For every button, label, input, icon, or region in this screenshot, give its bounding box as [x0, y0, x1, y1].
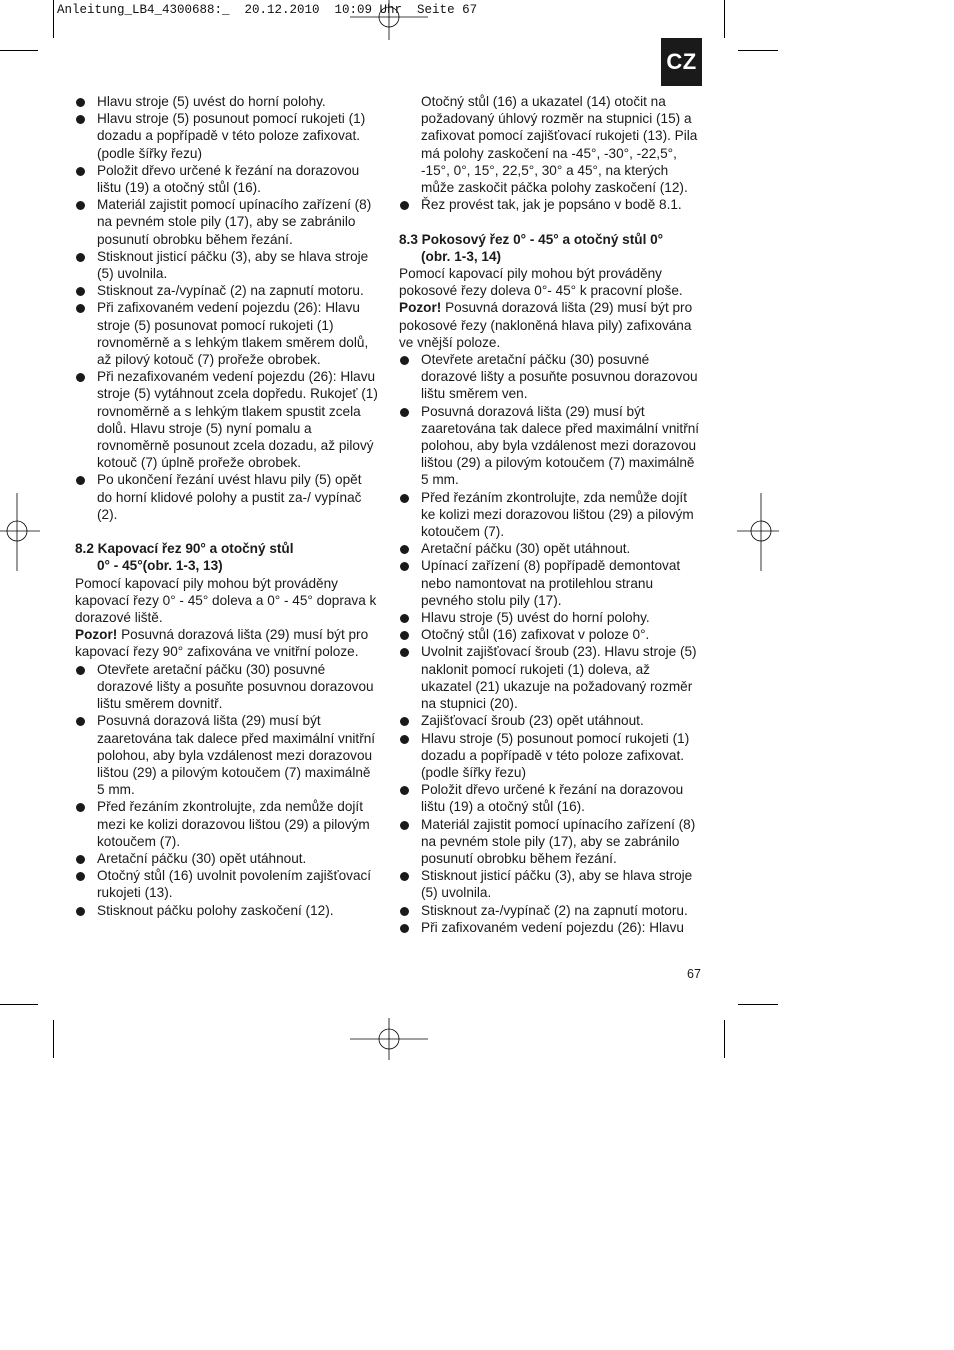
- list-item: Po ukončení řezání uvést hlavu pily (5) opět do horní klidové polohy a pustit za-/ vypínač (2).: [75, 471, 380, 523]
- registration-mark-left: [0, 493, 40, 571]
- list-item: Při nezafixovaném vedení pojezdu (26): Hlavu stroje (5) vytáhnout zcela dopředu. Rukojeť (1) rovnoměrně a s lehkým tlakem spustit zcela dolů. Hlavu stroje (5) nyní pomalu a rovnoměrně posunout zcela dozadu, až pilový kotouč (7) úplně prořeže obrobek.: [75, 368, 380, 471]
- list-item: Před řezáním zkontrolujte, zda nemůže dojít ke kolizi mezi dorazovou lištou (29) a pilovým kotoučem (7).: [399, 489, 704, 541]
- crop-mark: [738, 50, 778, 51]
- registration-mark-top: [350, 0, 428, 40]
- left-column: [75, 93, 380, 919]
- crop-mark: [724, 0, 725, 38]
- section-heading-8-3: 8.3 Pokosový řez 0° - 45° a otočný stůl 0°: [399, 231, 664, 247]
- list-item: Uvolnit zajišťovací šroub (23). Hlavu stroje (5) naklonit pomocí rukojeti (1) doleva, až ukazatel (21) ukazuje na požadovaný rozměr na stupnici (20).: [399, 643, 704, 712]
- list-item: Stisknout za-/vypínač (2) na zapnutí motoru.: [399, 902, 704, 919]
- list-item: Materiál zajistit pomocí upínacího zařízení (8) na pevném stole pily (17), aby se zabránilo posunutí obrobku během řezání.: [75, 196, 380, 248]
- list-item: Otočný stůl (16) uvolnit povolením zajišťovací rukojeti (13).: [75, 867, 380, 901]
- list-item: Hlavu stroje (5) posunout pomocí rukojeti (1) dozadu a popřípadě v této poloze zafixovat. (podle šířky řezu): [399, 730, 704, 782]
- warning-paragraph: [75, 626, 380, 660]
- list-item: Hlavu stroje (5) posunout pomocí rukojeti (1) dozadu a popřípadě v této poloze zafixovat. (podle šířky řezu): [75, 110, 380, 162]
- list-item: Hlavu stroje (5) uvést do horní polohy.: [75, 93, 380, 110]
- list-item: Upínací zařízení (8) popřípadě demontovat nebo namontovat na protilehlou stranu pevného stolu pily (17).: [399, 557, 704, 609]
- warning-paragraph: [399, 299, 704, 351]
- crop-mark: [53, 0, 54, 38]
- list-item: Otevřete aretační páčku (30) posuvné dorazové lišty a posuňte posuvnou dorazovou lištu směrem dovnitř.: [75, 661, 380, 713]
- list-item: Stisknout jisticí páčku (3), aby se hlava stroje (5) uvolnila.: [75, 248, 380, 282]
- warning-text: Posuvná dorazová lišta (29) musí být pro kapovací řezy 90° zafixována ve vnitřní poloze.: [75, 627, 369, 660]
- print-slug: Anleitung_LB4_4300688:_ 20.12.2010 10:09 Uhr Seite 67: [57, 3, 478, 17]
- crop-mark: [53, 1020, 54, 1058]
- list-item: Hlavu stroje (5) uvést do horní polohy.: [399, 609, 704, 626]
- warning-label: Pozor!: [75, 627, 118, 643]
- list-item: Před řezáním zkontrolujte, zda nemůže dojít mezi ke kolizi dorazovou lištou (29) a pilovým kotoučem (7).: [75, 798, 380, 850]
- list-item-continuation: Otočný stůl (16) a ukazatel (14) otočit na požadovaný úhlový rozměr na stupnici (15) a zafixovat pomocí zajišťovací rukojeti (13). Pila má polohy zaskočení na -45°, -30°, -22,5°, -15°, 0°, 15°, 22,5°, 30° a 45°, na kterých může zaskočit páčka polohy zaskočení (12).: [421, 94, 698, 196]
- page-number: 67: [687, 967, 701, 981]
- section-heading-8-2: 8.2 Kapovací řez 90° a otočný stůl: [75, 541, 294, 557]
- registration-mark-right: [737, 493, 779, 571]
- language-badge: CZ: [661, 38, 702, 86]
- list-item: Stisknout za-/vypínač (2) na zapnutí motoru.: [75, 282, 380, 299]
- list-item: Aretační páčku (30) opět utáhnout.: [75, 850, 380, 867]
- list-item: Otevřete aretační páčku (30) posuvné dorazové lišty a posuňte posuvnou dorazovou lištu směrem ven.: [399, 351, 704, 403]
- right-column: [399, 93, 704, 936]
- crop-mark: [0, 1004, 38, 1005]
- list-item: Aretační páčku (30) opět utáhnout.: [399, 540, 704, 557]
- crop-mark: [0, 50, 38, 51]
- crop-mark: [724, 1020, 725, 1058]
- list-item: Řez provést tak, jak je popsáno v bodě 8.1.: [399, 196, 704, 213]
- section-heading-8-2-sub: 0° - 45°(obr. 1-3, 13): [97, 558, 223, 574]
- list-item: Položit dřevo určené k řezání na dorazovou lištu (19) a otočný stůl (16).: [399, 781, 704, 815]
- warning-text: Posuvná dorazová lišta (29) musí být pro pokosové řezy (nakloněná hlava pily) zafixována ve vnější poloze.: [399, 300, 693, 350]
- warning-label: Pozor!: [399, 300, 442, 316]
- list-item: Posuvná dorazová lišta (29) musí být zaaretována tak dalece před maximální vnitřní polohou, aby byla vzdálenost mezi dorazovou lištou (29) a pilovým kotoučem (7) maximálně 5 mm.: [399, 403, 704, 489]
- list-item: Posuvná dorazová lišta (29) musí být zaaretována tak dalece před maximální vnitřní polohou, aby byla vzdálenost mezi dorazovou lištou (29) a pilovým kotoučem (7) maximálně 5 mm.: [75, 712, 380, 798]
- list-item: Materiál zajistit pomocí upínacího zařízení (8) na pevném stole pily (17), aby se zabránilo posunutí obrobku během řezání.: [399, 816, 704, 868]
- list-item: Stisknout jisticí páčku (3), aby se hlava stroje (5) uvolnila.: [399, 867, 704, 901]
- list-item: Zajišťovací šroub (23) opět utáhnout.: [399, 712, 704, 729]
- list-item: Stisknout páčku polohy zaskočení (12).: [75, 902, 380, 919]
- paragraph: Pomocí kapovací pily mohou být prováděny pokosové řezy doleva 0°- 45° k pracovní ploše.: [399, 266, 683, 299]
- list-item: Otočný stůl (16) zafixovat v poloze 0°.: [399, 626, 704, 643]
- section-heading-8-3-sub: (obr. 1-3, 14): [421, 248, 502, 264]
- crop-mark: [738, 1004, 778, 1005]
- paragraph: Pomocí kapovací pily mohou být prováděny kapovací řezy 0° - 45° doleva a 0° - 45° doprava k dorazové liště.: [75, 575, 377, 626]
- registration-mark-bottom: [350, 1018, 428, 1060]
- list-item: Při zafixovaném vedení pojezdu (26): Hlavu: [399, 919, 704, 936]
- list-item: Při zafixovaném vedení pojezdu (26): Hlavu stroje (5) posunovat pomocí rukojeti (1) rovnoměrně a s lehkým tlakem směrem dolů, až pilový kotouč (7) prořeže obrobek.: [75, 299, 380, 368]
- list-item: Položit dřevo určené k řezání na dorazovou lištu (19) a otočný stůl (16).: [75, 162, 380, 196]
